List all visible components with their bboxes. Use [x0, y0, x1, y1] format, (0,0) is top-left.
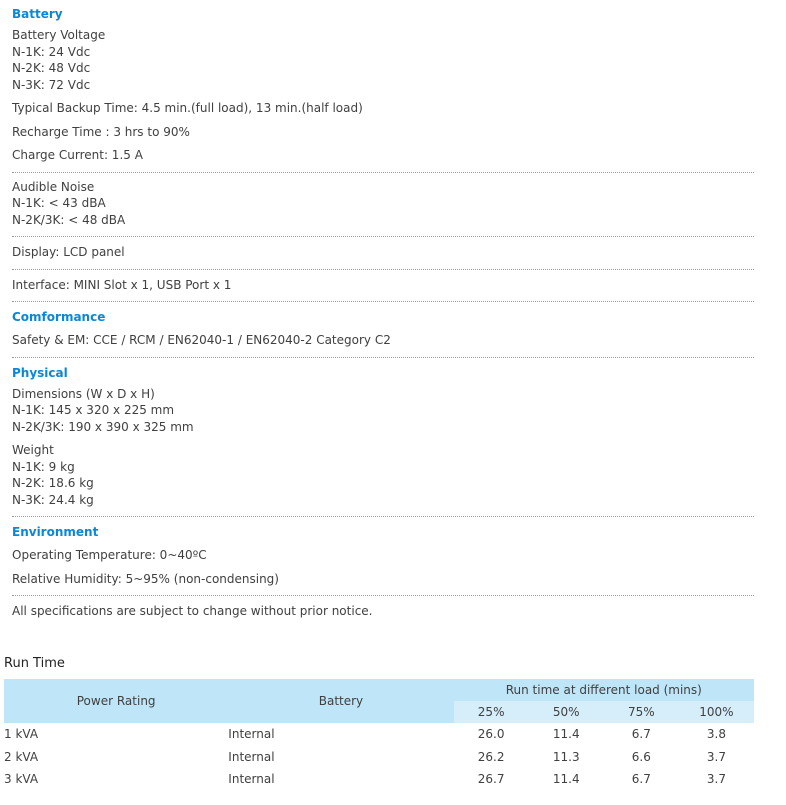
runtime-table [4, 679, 754, 791]
runtime-cell: 11.4 [552, 727, 580, 742]
runtime-cell: 3.7 [706, 749, 726, 764]
display-spec: Display: LCD panel [12, 245, 125, 259]
header-power-rating: Power Rating [4, 679, 228, 723]
runtime-cell: 6.7 [631, 772, 651, 787]
environment-section-title: Environment [12, 525, 99, 539]
header-load-50: 50% [529, 701, 604, 723]
power-rating-cell: 3 kVA [4, 772, 39, 787]
weight-n2k: N-2K: 18.6 kg [12, 476, 94, 490]
recharge-time: Recharge Time : 3 hrs to 90% [12, 124, 190, 139]
battery-voltage-n3k: N-3K: 72 Vdc [12, 77, 91, 92]
backup-time: Typical Backup Time: 4.5 min.(full load), 13 min.(half load) [12, 101, 363, 115]
battery-voltage-n2k: N-2K: 48 Vdc [12, 61, 91, 75]
runtime-cell: 6.7 [631, 727, 651, 742]
display-block [12, 237, 754, 265]
runtime-cell: 6.6 [631, 749, 651, 764]
header-load-25: 25% [454, 701, 529, 723]
notice-block [12, 596, 754, 624]
header-runtime-group: Run time at different load (mins) [454, 679, 754, 701]
conformance-block [12, 326, 754, 353]
dimensions-n1k: N-1K: 145 x 320 x 225 mm [12, 403, 175, 417]
audible-noise-label: Audible Noise [12, 179, 95, 194]
table-row [4, 723, 754, 746]
runtime-cell: 26.0 [477, 727, 505, 742]
weight-n3k: N-3K: 24.4 kg [12, 492, 94, 507]
table-row [4, 746, 754, 769]
specifications [12, 5, 754, 624]
header-load-75: 75% [604, 701, 679, 723]
battery-voltage-block [12, 23, 754, 168]
audible-noise-n1k: N-1K: < 43 dBA [12, 196, 106, 210]
safety-em-spec: Safety & EM: CCE / RCM / EN62040-1 / EN62040-2 Category C2 [12, 333, 391, 347]
battery-voltage-n1k: N-1K: 24 Vdc [12, 44, 91, 59]
spec-change-notice: All specifications are subject to change without prior notice. [12, 604, 373, 618]
operating-temperature: Operating Temperature: 0~40ºC [12, 548, 207, 562]
dimensions-n2k3k: N-2K/3K: 190 x 390 x 325 mm [12, 419, 194, 434]
runtime-cell: 11.3 [552, 749, 580, 764]
runtime-cell: 11.4 [552, 772, 580, 787]
relative-humidity: Relative Humidity: 5~95% (non-condensing) [12, 571, 279, 586]
audible-noise-block [12, 173, 754, 233]
weight-n1k: N-1K: 9 kg [12, 459, 75, 474]
battery-cell: Internal [228, 727, 275, 742]
runtime-cell: 26.7 [477, 772, 505, 787]
physical-block [12, 382, 754, 513]
battery-cell: Internal [228, 749, 275, 764]
interface-block [12, 270, 754, 298]
header-battery: Battery [228, 679, 453, 723]
weight-label: Weight [12, 443, 54, 457]
physical-section-title: Physical [12, 365, 68, 380]
power-rating-cell: 1 kVA [4, 727, 39, 742]
runtime-cell: 3.7 [706, 772, 726, 787]
power-rating-cell: 2 kVA [4, 749, 39, 764]
battery-voltage-label: Battery Voltage [12, 28, 106, 42]
runtime-cell: 3.8 [706, 727, 726, 742]
charge-current: Charge Current: 1.5 A [12, 148, 143, 162]
audible-noise-n2k3k: N-2K/3K: < 48 dBA [12, 212, 126, 227]
runtime-cell: 26.2 [477, 749, 505, 764]
battery-cell: Internal [228, 772, 275, 787]
table-row [4, 768, 754, 791]
battery-section-title: Battery [12, 7, 63, 21]
interface-spec: Interface: MINI Slot x 1, USB Port x 1 [12, 277, 232, 292]
header-load-100: 100% [679, 701, 754, 723]
dimensions-label: Dimensions (W x D x H) [12, 386, 155, 401]
environment-block [12, 541, 754, 591]
conformance-section-title: Comformance [12, 310, 106, 324]
runtime-title: Run Time [4, 656, 65, 671]
